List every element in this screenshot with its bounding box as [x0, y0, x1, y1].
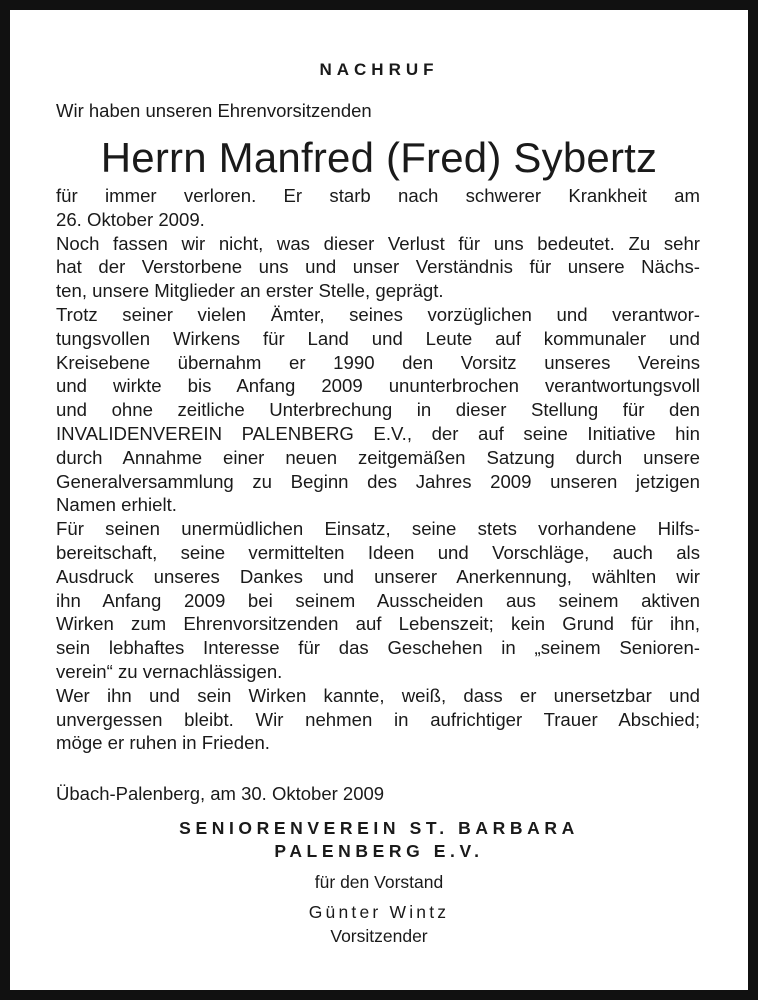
text-line: unvergessen bleibt. Wir nehmen in aufrichtiger Trauer Abschied; — [56, 708, 700, 730]
text-line: für immer verloren. Er starb nach schwerer Krankheit am — [56, 185, 700, 206]
signer-role: Vorsitzender — [330, 926, 428, 946]
organization-name-line1: SENIORENVEREIN ST. BARBARA — [179, 818, 579, 838]
text-line: Trotz seiner vielen Ämter, seines vorzüglichen und verantwor- — [56, 303, 700, 325]
text-line: Für seinen unermüdlichen Einsatz, seine stets vorhandene Hilfs- — [56, 518, 700, 540]
paragraph — [56, 303, 700, 517]
text-line: ihn Anfang 2009 bei seinem Ausscheiden aus seinem aktiven — [56, 589, 700, 611]
paragraph — [56, 517, 700, 684]
text-line: Wer ihn und sein Wirken kannte, weiß, dass er unersetzbar und — [56, 684, 700, 706]
text-line: tungsvollen Wirkens für Land und Leute auf kommunaler und — [56, 327, 700, 349]
text-line: verein“ zu vernachlässigen. — [56, 660, 283, 682]
text-line: Kreisebene übernahm er 1990 den Vorsitz unseres Vereins — [56, 351, 700, 373]
obituary-body — [56, 184, 700, 755]
text-line: INVALIDENVEREIN PALENBERG E.V., der auf seine Initiative hin — [56, 422, 700, 444]
text-line: und wirkte bis Anfang 2009 ununterbrochen verantwortungsvoll — [56, 375, 700, 397]
organization-name-line2: PALENBERG E.V. — [274, 841, 484, 861]
paragraph — [56, 684, 700, 755]
obituary-notice — [10, 10, 748, 990]
text-line: möge er ruhen in Frieden. — [56, 732, 270, 754]
intro-text: Wir haben unseren Ehrenvorsitzenden — [56, 100, 372, 121]
text-line: Wirken zum Ehrenvorsitzenden auf Lebenszeit; kein Grund für ihn, — [56, 613, 700, 635]
signer-name: Günter Wintz — [308, 902, 450, 922]
text-line: Noch fassen wir nicht, was dieser Verlust für uns bedeutet. Zu sehr — [56, 232, 700, 254]
notice-heading: NACHRUF — [319, 60, 439, 79]
text-line: ten, unsere Mitglieder an erster Stelle, geprägt. — [56, 280, 444, 302]
text-line: und ohne zeitliche Unterbrechung in dieser Stellung für den — [56, 399, 700, 421]
paragraph — [56, 232, 700, 303]
text-line: durch Annahme einer neuen zeitgemäßen Satzung durch unsere — [56, 446, 700, 468]
paragraph — [56, 184, 700, 232]
text-line: Ausdruck unseres Dankes und unserer Anerkennung, wählten wir — [56, 565, 700, 587]
text-line: hat der Verstorbene uns und unser Verständnis für unsere Nächs- — [56, 256, 700, 278]
text-line: 26. Oktober 2009. — [56, 208, 205, 230]
text-line: bereitschaft, seine vermittelten Ideen und Vorschläge, auch als — [56, 541, 700, 563]
deceased-name: Herrn Manfred (Fred) Sybertz — [100, 134, 658, 181]
on-behalf-text: für den Vorstand — [314, 872, 444, 892]
text-line: sein lebhaftes Interesse für das Geschehen in „seinem Senioren- — [56, 637, 700, 659]
text-line: Namen erhielt. — [56, 494, 177, 516]
text-line: Generalversammlung zu Beginn des Jahres 2009 unseren jetzigen — [56, 470, 700, 492]
place-date: Übach-Palenberg, am 30. Oktober 2009 — [56, 783, 385, 804]
